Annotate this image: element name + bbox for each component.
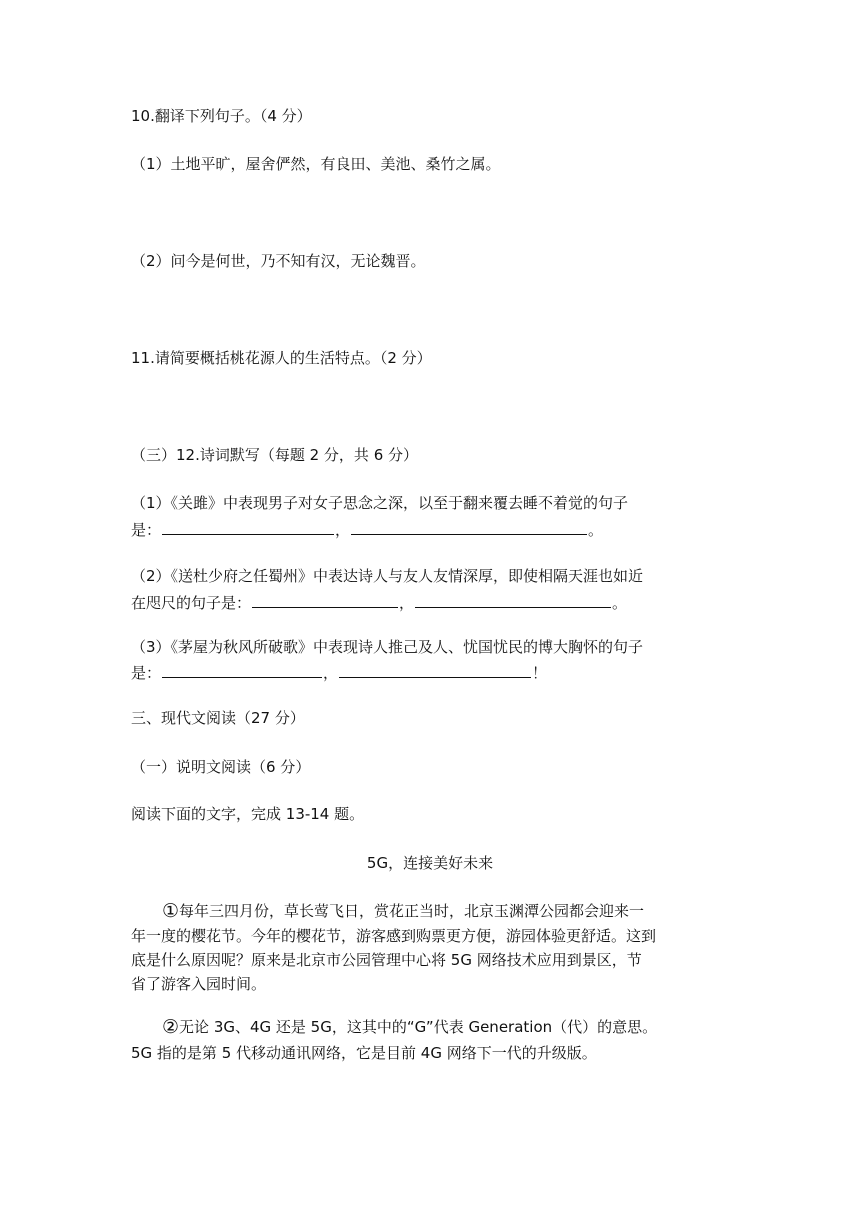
q12-title: （三）12.诗词默写（每题 2 分，共 6 分）	[131, 446, 419, 464]
answer-blank[interactable]	[162, 661, 322, 678]
paragraph-1-line3: 底是什么原因呢？原来是北京市公园管理中心将 5G 网络技术应用到景区，节	[131, 951, 642, 969]
q12-item-3-line1: （3）《茅屋为秋风所破歌》中表现诗人推己及人、忧国忧民的博大胸怀的句子	[131, 638, 644, 656]
q12-item-1-prefix: 是：	[131, 521, 162, 539]
q10-title: 10.翻译下列句子。（4 分）	[131, 107, 312, 125]
q10-sentence-2: （2）问今是何世，乃不知有汉，无论魏晋。	[131, 252, 426, 270]
q12-item-3-line2	[131, 661, 547, 684]
paragraph-1-line2: 年一度的樱花节。今年的樱花节，游客感到购票更方便，游园体验更舒适。这到	[131, 927, 657, 945]
q10-sentence-1: （1）土地平旷，屋舍俨然，有良田、美池、桑竹之属。	[131, 155, 501, 173]
separator: ，	[399, 594, 415, 612]
separator: ，	[323, 664, 339, 682]
q12-item-2-line2	[131, 591, 627, 614]
paragraph-2-line2: 5G 指的是第 5 代移动通讯网络，它是目前 4G 网络下一代的升级版。	[131, 1044, 597, 1062]
section-3-title: 三、现代文阅读（27 分）	[131, 709, 305, 727]
answer-blank[interactable]	[415, 591, 611, 608]
paragraph-1-line4: 省了游客入园时间。	[131, 975, 267, 993]
subsection-1-title: （一）说明文阅读（6 分）	[131, 758, 311, 776]
paragraph-number: ②	[162, 1016, 180, 1038]
answer-blank[interactable]	[339, 661, 531, 678]
q12-item-2-line1: （2）《送杜少府之任蜀州》中表达诗人与友人友情深厚，即使相隔天涯也如近	[131, 567, 644, 585]
q12-item-1-line1: （1）《关雎》中表现男子对女子思念之深，以至于翻来覆去睡不着觉的句子	[131, 494, 629, 512]
end-mark: ！	[532, 664, 548, 682]
q12-item-1-line2	[131, 518, 603, 541]
end-mark: 。	[612, 594, 628, 612]
q12-item-2-prefix: 在咫尺的句子是：	[131, 594, 252, 612]
paragraph-2-line1: ②无论 3G、4G 还是 5G，这其中的“G”代表 Generation（代）的意思。	[162, 1016, 658, 1038]
q11-title: 11.请简要概括桃花源人的生活特点。（2 分）	[131, 349, 432, 367]
end-mark: 。	[588, 521, 604, 539]
answer-blank[interactable]	[162, 518, 334, 535]
article-title: 5G，连接美好未来	[366, 854, 494, 872]
separator: ，	[335, 521, 351, 539]
q12-item-3-prefix: 是：	[131, 664, 162, 682]
reading-instruction: 阅读下面的文字，完成 13-14 题。	[131, 805, 365, 823]
answer-blank[interactable]	[351, 518, 587, 535]
paragraph-1-line1: ①每年三四月份，草长莺飞日，赏花正当时，北京玉渊潭公园都会迎来一	[162, 900, 645, 922]
paragraph-number: ①	[162, 900, 180, 922]
answer-blank[interactable]	[252, 591, 398, 608]
